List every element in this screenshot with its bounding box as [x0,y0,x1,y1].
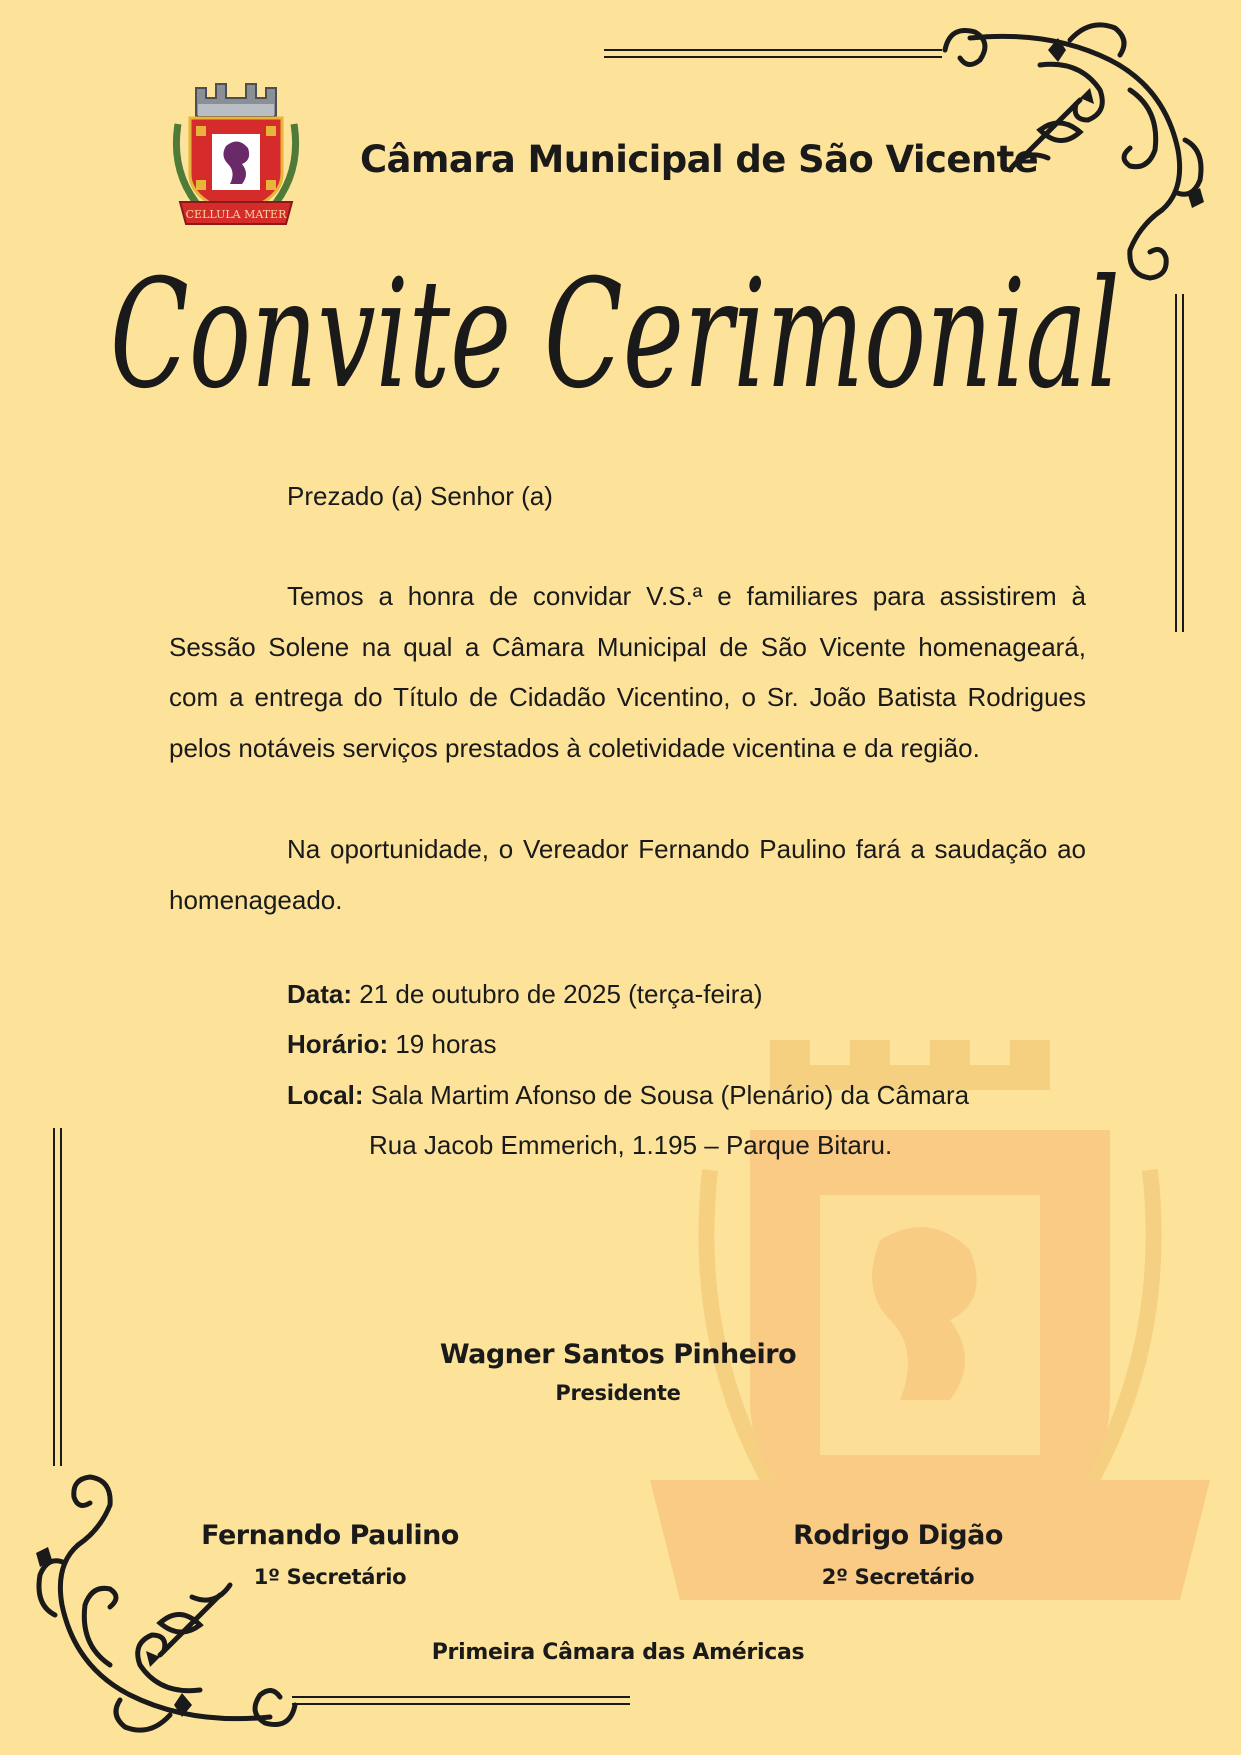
time-label: Horário: [287,1029,389,1059]
svg-text:CELLULA MATER: CELLULA MATER [185,208,287,221]
time-value: 19 horas [388,1029,497,1059]
second-secretary-name: Rodrigo Digão [793,1520,1003,1551]
left-frame-line [53,1128,55,1466]
bottom-frame-line [292,1696,630,1698]
place-label: Local: [287,1080,364,1110]
president-role: Presidente [555,1381,681,1405]
page-title [110,236,1150,426]
top-frame-line [604,49,942,51]
svg-text:Convite Cerimonial: Convite Cerimonial [110,248,1120,422]
place-value: Sala Martim Afonso de Sousa (Plenário) da Câmara [363,1080,970,1110]
top-frame-line [604,56,942,58]
footer-motto: Primeira Câmara das Américas [431,1640,805,1665]
body-paragraph: Temos a honra de convidar V.S.ª e familiares para assistirem à Sessão Solene na qual a Câmara Municipal de São Vicente homenageará, com a entrega do Título de Cidadão Vicentino, o Sr. João Batista Rodrigues pelos notáveis serviços prestados à coletividade vicentina e da região. [169,581,1086,763]
address-line: Rua Jacob Emmerich, 1.195 – Parque Bitaru. [369,1130,893,1160]
body-paragraph: Na oportunidade, o Vereador Fernando Paulino fará a saudação ao homenageado. [169,834,1086,915]
president-name: Wagner Santos Pinheiro [439,1339,797,1370]
institution-heading: Câmara Municipal de São Vicente [360,138,1039,181]
date-value: 21 de outubro de 2025 (terça-feira) [352,979,763,1009]
salutation: Prezado (a) Senhor (a) [287,481,553,511]
left-frame-line [60,1128,62,1466]
right-frame-line [1175,294,1177,632]
date-label: Data: [287,979,353,1009]
first-secretary-name: Fernando Paulino [201,1520,459,1551]
municipal-coat-of-arms-icon [168,74,304,230]
second-secretary-role: 2º Secretário [821,1565,975,1589]
corner-ornament-icon [20,1455,310,1735]
bottom-frame-line [292,1703,630,1705]
date-line [287,979,763,1010]
right-frame-line [1182,294,1184,632]
place-line [287,1080,969,1111]
first-secretary-role: 1º Secretário [253,1565,407,1589]
time-line [287,1029,497,1060]
